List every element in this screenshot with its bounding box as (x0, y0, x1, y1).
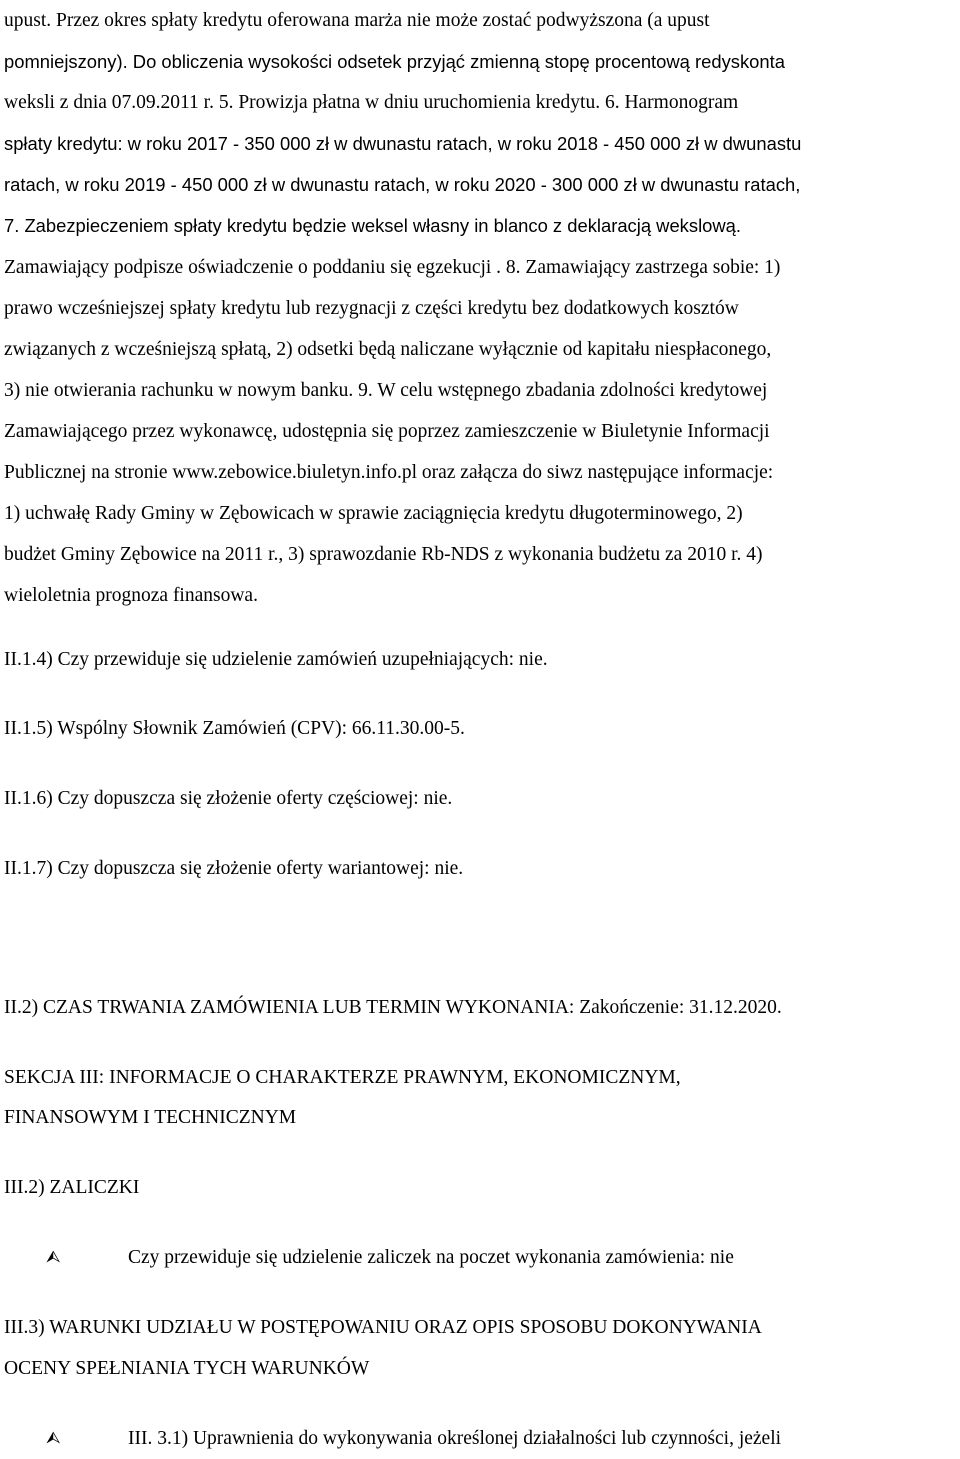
item-ii-1-6: II.1.6) Czy dopuszcza się złożenie oferty częściowej: nie. (4, 788, 453, 809)
paragraph-line: ratach, w roku 2019 - 450 000 zł w dwunastu ratach, w roku 2020 - 300 000 zł w dwunastu ratach, (4, 174, 801, 196)
item-iii-3-heading-line-2: OCENY SPEŁNIANIA TYCH WARUNKÓW (4, 1358, 370, 1379)
item-ii-1-7: II.1.7) Czy dopuszcza się złożenie oferty wariantowej: nie. (4, 858, 464, 879)
paragraph-line: weksli z dnia 07.09.2011 r. 5. Prowizja płatna w dniu uruchomienia kredytu. 6. Harmonogram (4, 92, 739, 114)
bullet-text: III. 3.1) Uprawnienia do wykonywania określonej działalności lub czynności, jeżeli (128, 1428, 782, 1449)
paragraph-line: 1) uchwałę Rady Gminy w Zębowicach w sprawie zaciągnięcia kredytu długoterminowego, 2) (4, 503, 743, 525)
paragraph-line: pomniejszony). Do obliczenia wysokości odsetek przyjąć zmienną stopę procentową redyskonta (4, 51, 785, 73)
paragraph-line: Publicznej na stronie www.zebowice.biuletyn.info.pl oraz załącza do siwz następujące informacje: (4, 462, 774, 484)
triangle-arrow-bullet-icon: ⮙ (46, 1428, 61, 1448)
paragraph-line: związanych z wcześniejszą spłatą, 2) odsetki będą naliczane wyłącznie od kapitału niespłaconego, (4, 338, 772, 360)
paragraph-line: 3) nie otwierania rachunku w nowym banku. 9. W celu wstępnego zbadania zdolności kredytowej (4, 379, 768, 401)
paragraph-line: prawo wcześniejszej spłaty kredytu lub rezygnacji z części kredytu bez dodatkowych kosztów (4, 297, 739, 319)
paragraph-line: Zamawiającego przez wykonawcę, udostępnia się poprzez zamieszczenie w Biuletynie Informacji (4, 420, 770, 442)
triangle-arrow-bullet-icon: ⮙ (46, 1247, 61, 1267)
item-ii-1-5: II.1.5) Wspólny Słownik Zamówień (CPV): 66.11.30.00-5. (4, 718, 465, 739)
paragraph-line: upust. Przez okres spłaty kredytu oferowana marża nie może zostać podwyższona (a upust (4, 10, 710, 31)
section-iii-heading-line-2: FINANSOWYM I TECHNICZNYM (4, 1107, 297, 1128)
paragraph-line: wieloletnia prognoza finansowa. (4, 585, 258, 607)
item-iii-3-heading-line-1: III.3) WARUNKI UDZIAŁU W POSTĘPOWANIU ORAZ OPIS SPOSOBU DOKONYWANIA (4, 1317, 762, 1338)
bullet-item-zaliczki (0, 1237, 960, 1278)
item-ii-2: II.2) CZAS TRWANIA ZAMÓWIENIA LUB TERMIN WYKONANIA: Zakończenie: 31.12.2020. (4, 997, 782, 1018)
paragraph-line: 7. Zabezpieczeniem spłaty kredytu będzie weksel własny in blanco z deklaracją wekslową. (4, 215, 742, 237)
paragraph-line: spłaty kredytu: w roku 2017 - 350 000 zł w dwunastu ratach, w roku 2018 - 450 000 zł w dwunastu (4, 133, 802, 155)
paragraph-line: budżet Gminy Zębowice na 2011 r., 3) sprawozdanie Rb-NDS z wykonania budżetu za 2010 r. 4) (4, 544, 763, 566)
section-iii-heading-line-1: SEKCJA III: INFORMACJE O CHARAKTERZE PRAWNYM, EKONOMICZNYM, (4, 1067, 681, 1088)
item-ii-1-4: II.1.4) Czy przewiduje się udzielenie zamówień uzupełniających: nie. (4, 649, 548, 670)
bullet-text: Czy przewiduje się udzielenie zaliczek na poczet wykonania zamówienia: nie (128, 1247, 734, 1268)
item-iii-2-heading: III.2) ZALICZKI (4, 1177, 140, 1198)
main-paragraph (4, 0, 956, 616)
paragraph-line: Zamawiający podpisze oświadczenie o poddaniu się egzekucji . 8. Zamawiający zastrzega sobie: 1) (4, 256, 781, 278)
bullet-item-iii-3-1 (0, 1418, 960, 1459)
